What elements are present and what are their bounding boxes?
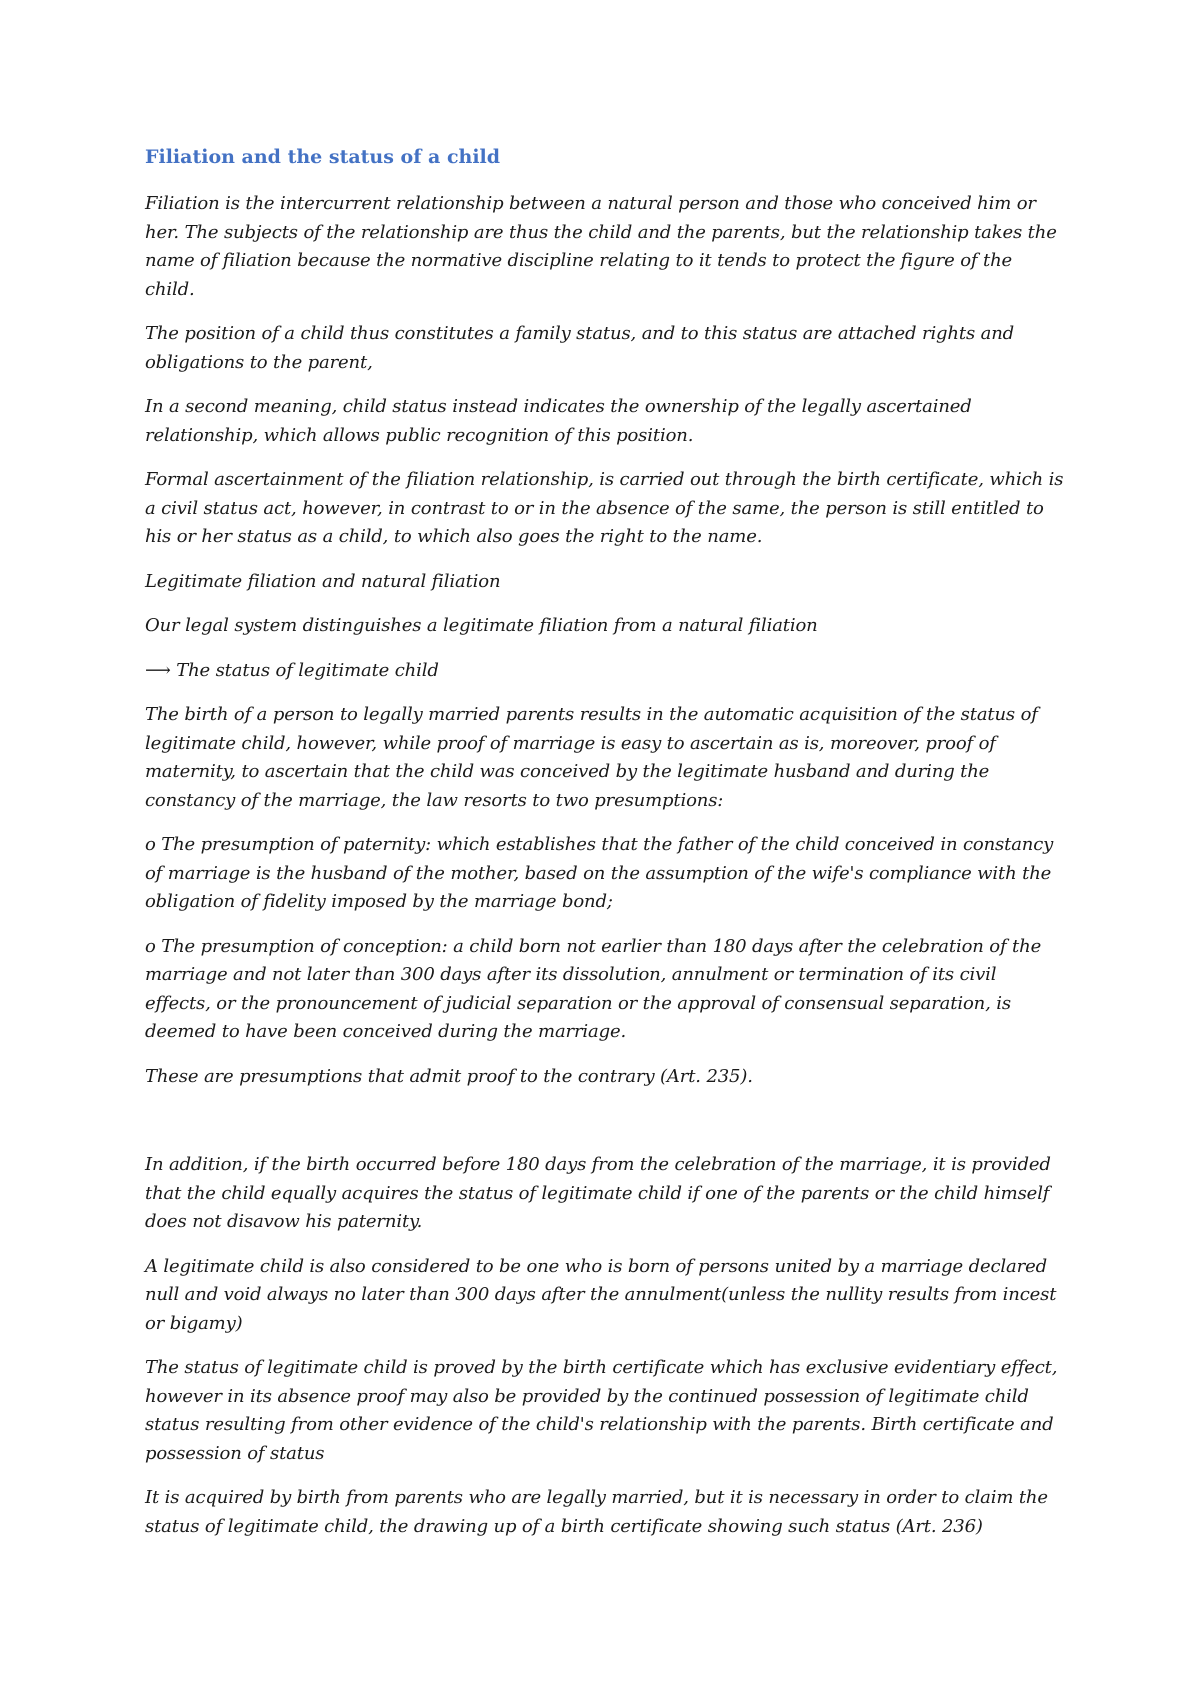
paragraph-presumptions-contrary: These are presumptions that admit proof to the contrary (Art. 235). [145,1065,753,1087]
document-body [145,140,1067,1557]
paragraph-marriage-null-void: A legitimate child is also considered to be one who is born of persons united by a marriage declared null and void always no later than 300 days after the annulment(unless the nullity results from incest or bigamy) [145,1255,1057,1334]
paragraph-proof-birth-certificate: The status of legitimate child is proved by the birth certificate which has exclusive evidentiary effect, however in its absence proof may also be provided by the continued possession of legitimate child status resulting from other evidence of the child's relationship with the parents. Birth certificate and possession of status [145,1357,1058,1464]
paragraph-spacer [145,1107,1067,1151]
list-item-presumption-conception: o The presumption of conception: a child born not earlier than 180 days after the celebration of the marriage and not later than 300 days after its dissolution, annulment or termination of its civil effects, or the pronouncement of judicial separation or the approval of consensual separation, is deemed to have been conceived during the marriage. [145,935,1042,1042]
paragraph-status-legitimate-child: ⟶ The status of legitimate child [145,659,439,681]
paragraph-birth-married-parents: The birth of a person to legally married parents results in the automatic acquisition of the status of legitimate child, however, while proof of marriage is easy to ascertain as is, moreover, proof of maternity, to ascertain that the child was conceived by the legitimate husband and during the constancy of the marriage, the law resorts to two presumptions: [145,704,1038,811]
paragraph-legal-system: Our legal system distinguishes a legitimate filiation from a natural filiation [145,615,818,636]
paragraph-acquired-by-birth: It is acquired by birth from parents who are legally married, but it is necessary in order to claim the status of legitimate child, the drawing up of a birth certificate showing such status (Art. 236) [145,1487,1048,1537]
paragraph-subheading-legitimate-natural: Legitimate filiation and natural filiation [145,570,501,592]
paragraph-birth-before-180-days: In addition, if the birth occurred before 180 days from the celebration of the marriage, it is provided that the child equally acquires the status of legitimate child if one of the parents or the child himself does not disavow his paternity. [145,1154,1051,1232]
paragraph-family-status: The position of a child thus constitutes a family status, and to this status are attached rights and obligations to the parent, [145,323,1015,373]
paragraph-filiation-definition: Filiation is the intercurrent relationship between a natural person and those who conceived him or her. The subjects of the relationship are thus the child and the parents, but the relationship takes the name of filiation because the normative discipline relating to it tends to protect the figure of the child. [145,193,1057,300]
list-item-presumption-paternity: o The presumption of paternity: which establishes that the father of the child conceived in constancy of marriage is the husband of the mother, based on the assumption of the wife's compliance with the obligation of fidelity imposed by the marriage bond; [145,834,1054,912]
paragraph-formal-ascertainment: Formal ascertainment of the filiation relationship, is carried out through the birth certificate, which is a civil status act, however, in contrast to or in the absence of the same, the person is still entitled to his or her status as a child, to which also goes the right to the name. [145,469,1064,547]
document-heading: Filiation and the status of a child [145,146,501,168]
paragraph-second-meaning: In a second meaning, child status instead indicates the ownership of the legally ascertained relationship, which allows public recognition of this position. [145,396,972,446]
